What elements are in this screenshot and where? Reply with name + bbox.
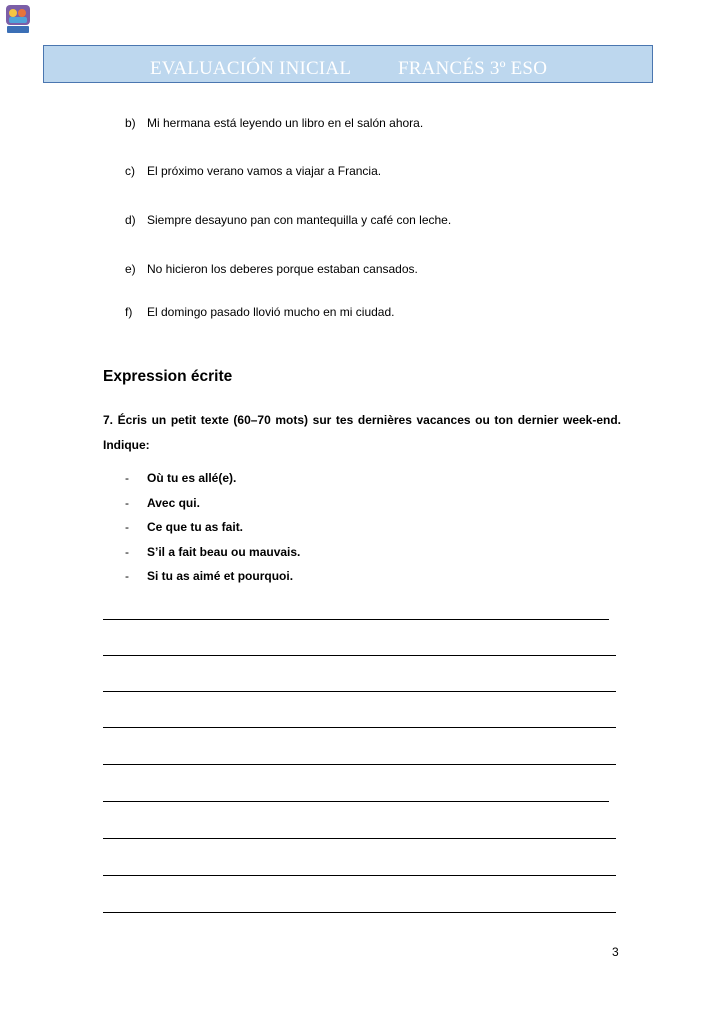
sentence-item [125, 164, 381, 178]
sentence-letter: d) [125, 213, 136, 227]
answer-line[interactable] [103, 655, 616, 656]
question-prompt: 7. Écris un petit texte (60–70 mots) sur tes dernières vacances ou ton dernier week-end. Indique: [103, 413, 621, 452]
answer-line[interactable] [103, 764, 616, 765]
sentence-text: Siempre desayuno pan con mantequilla y café con leche. [147, 213, 452, 227]
bullet-text: Ce que tu as fait. [147, 520, 244, 534]
recursos-eso-logo [5, 4, 31, 34]
bullet-item [125, 569, 293, 583]
answer-line[interactable] [103, 691, 616, 692]
header-title: EVALUACIÓN INICIAL [150, 58, 352, 79]
answer-line[interactable] [103, 619, 609, 620]
sentence-item [125, 116, 423, 130]
sentence-item [125, 262, 418, 276]
sentence-letter: c) [125, 164, 135, 178]
section-title: Expression écrite [103, 368, 233, 385]
sentence-letter: b) [125, 116, 136, 130]
bullet-dash: - [125, 496, 129, 510]
bullet-dash: - [125, 471, 129, 485]
sentence-text: El próximo verano vamos a viajar a Francia. [147, 164, 382, 178]
bullet-item [125, 545, 300, 559]
sentence-text: El domingo pasado llovió mucho en mi ciudad. [147, 305, 395, 319]
bullet-text: Où tu es allé(e). [147, 471, 237, 485]
sentence-letter: f) [125, 305, 133, 319]
sentence-text: Mi hermana está leyendo un libro en el salón ahora. [147, 116, 424, 130]
bullet-text: S’il a fait beau ou mauvais. [147, 545, 301, 559]
header-subject: FRANCÉS 3º ESO [398, 58, 548, 79]
answer-line[interactable] [103, 838, 616, 839]
bullet-item [125, 471, 236, 485]
bullet-text: Si tu as aimé et pourquoi. [147, 569, 294, 583]
bullet-dash: - [125, 520, 129, 534]
bullet-item [125, 496, 200, 510]
answer-line[interactable] [103, 727, 616, 728]
bullet-text: Avec qui. [147, 496, 200, 510]
page-number: 3 [612, 945, 619, 959]
bullet-dash: - [125, 569, 129, 583]
sentence-item [125, 213, 451, 227]
sentence-letter: e) [125, 262, 136, 276]
sentence-text: No hicieron los deberes porque estaban cansados. [147, 262, 418, 276]
answer-line[interactable] [103, 912, 616, 913]
bullet-item [125, 520, 243, 534]
bullet-dash: - [125, 545, 129, 559]
header-band [43, 45, 653, 83]
answer-line[interactable] [103, 801, 609, 802]
sentence-item [125, 305, 394, 319]
answer-line[interactable] [103, 875, 616, 876]
